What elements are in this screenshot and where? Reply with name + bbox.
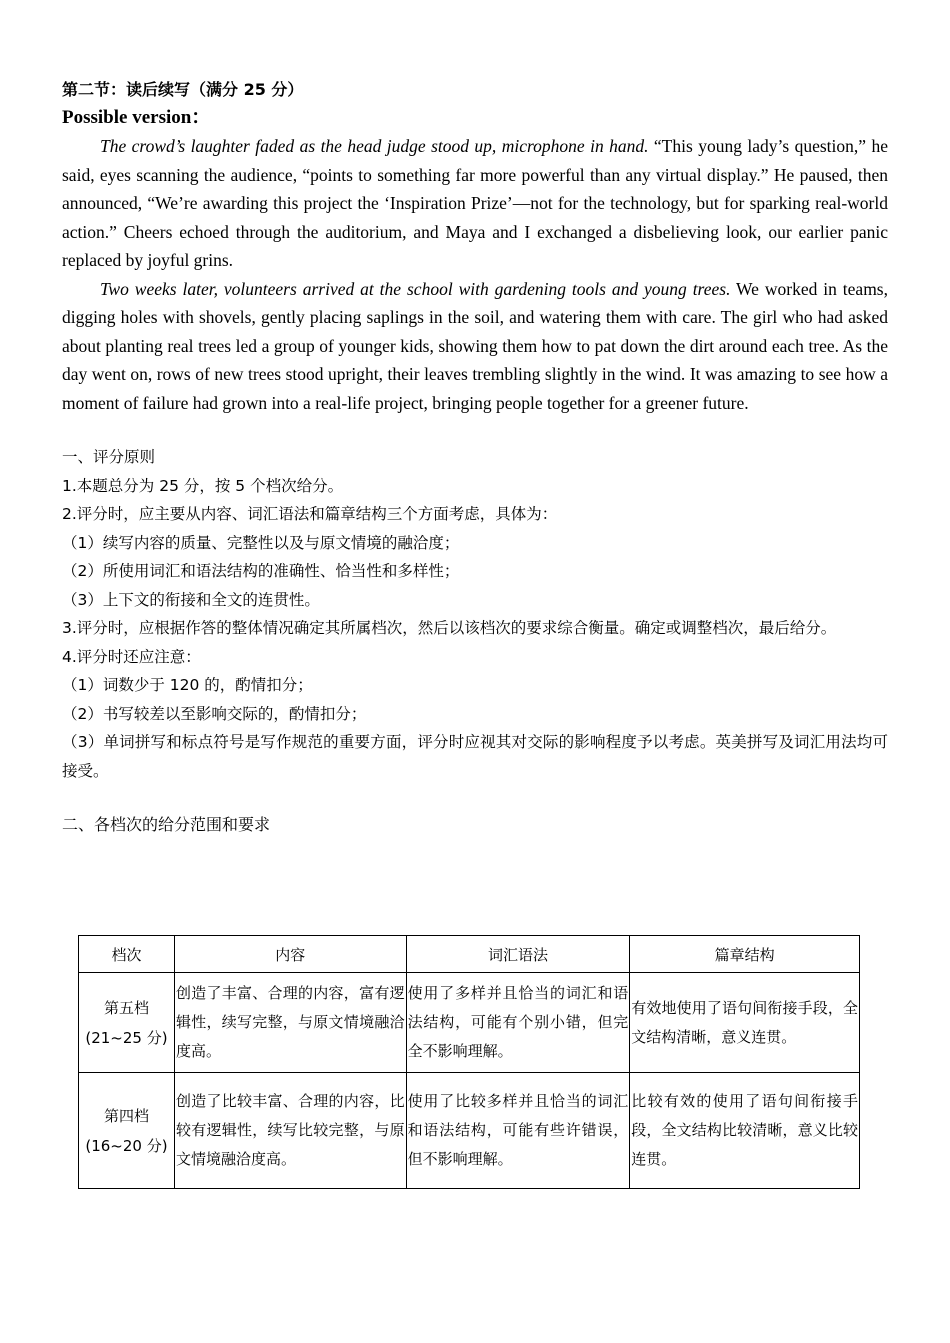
level-name: 第五档 — [103, 998, 149, 1017]
header-content: 内容 — [174, 936, 406, 973]
structure-cell: 有效地使用了语句间衔接手段，全文结构清晰，意义连贯。 — [630, 973, 860, 1073]
essay-paragraph-2 — [62, 275, 888, 418]
section-heading: 第二节：读后续写（满分 25 分） — [62, 80, 304, 99]
scoring-principles — [62, 443, 888, 785]
essay-paragraph-1 — [62, 132, 888, 275]
level-range: (16~20 分) — [85, 1136, 168, 1155]
table-row — [79, 1073, 860, 1189]
principle-line: （3）上下文的衔接和全文的连贯性。 — [62, 590, 320, 609]
principle-line: （2）书写较差以至影响交际的，酌情扣分； — [62, 704, 367, 723]
vocab-cell: 使用了多样并且恰当的词汇和语法结构，可能有个别小错，但完全不影响理解。 — [406, 973, 630, 1073]
essay — [62, 132, 888, 417]
level-name: 第四档 — [103, 1106, 149, 1125]
principle-line: 1.本题总分为 25 分，按 5 个档次给分。 — [62, 476, 344, 495]
table-header-row — [79, 936, 860, 973]
principle-line: （3）单词拼写和标点符号是写作规范的重要方面，评分时应视其对交际的影响程度予以考虑。英美拼写及词汇用法均可接受。 — [62, 733, 888, 780]
structure-cell: 比较有效的使用了语句间衔接手段，全文结构比较清晰，意义比较连贯。 — [630, 1073, 860, 1189]
principle-line: 4.评分时还应注意： — [62, 647, 201, 666]
principle-line: （1）续写内容的质量、完整性以及与原文情境的融洽度； — [62, 533, 460, 552]
level-cell — [79, 1073, 175, 1189]
principle-line: 2.评分时，应主要从内容、词汇语法和篇章结构三个方面考虑，具体为： — [62, 505, 558, 523]
level-cell — [79, 973, 175, 1073]
table-row — [79, 973, 860, 1073]
content-cell: 创造了比较丰富、合理的内容，比较有逻辑性，续写比较完整，与原文情境融洽度高。 — [174, 1073, 406, 1189]
principle-line: 3.评分时，应根据作答的整体情况确定其所属档次，然后以该档次的要求综合衡量。确定或调整档次，最后给分。 — [62, 619, 837, 637]
possible-version-label: Possible version： — [62, 107, 211, 128]
principles-title: 一、评分原则 — [62, 448, 156, 466]
principle-line: （2）所使用词汇和语法结构的准确性、恰当性和多样性； — [62, 562, 460, 580]
vocab-cell: 使用了比较多样并且恰当的词汇和语法结构，可能有些许错误，但不影响理解。 — [406, 1073, 630, 1189]
essay-p2-lead: Two weeks later, volunteers arrived at the school with gardening tools and young trees. — [100, 278, 731, 299]
header-structure: 篇章结构 — [630, 936, 860, 973]
principle-line: （1）词数少于 120 的，酌情扣分； — [62, 676, 313, 694]
essay-p2-body: We worked in teams, digging holes with shovels, gently placing saplings in the soil, and watering them with care. The girl who had asked about planting real trees led a group of younger kids, showing them how to pat down the dirt around each tree. As the day went on, rows of new trees stood upright, their leaves trembling slightly in the wind. It was amazing to see how a moment of failure had grown into a real-life project, bringing people together for a greener future. — [62, 278, 888, 413]
header-vocab: 词汇语法 — [406, 936, 630, 973]
essay-p1-body: “This young lady’s question,” he said, eyes scanning the audience, “points to something far more powerful than any virtual display.” He paused, then announced, “We’re awarding this project the ‘Inspiration Prize’—not for the technology, but for sparking real-world action.” Cheers echoed through the auditorium, and Maya and I exchanged a disbelieving look, our earlier panic replaced by joyful grins. — [62, 136, 888, 270]
content-cell: 创造了丰富、合理的内容，富有逻辑性，续写完整，与原文情境融洽度高。 — [174, 973, 406, 1073]
essay-p1-lead: The crowd’s laughter faded as the head judge stood up, microphone in hand. — [100, 136, 649, 156]
level-range: (21~25 分) — [85, 1028, 168, 1047]
grading-table — [78, 935, 860, 1189]
header-level: 档次 — [79, 936, 175, 973]
document-page — [62, 76, 888, 839]
levels-section-title: 二、各档次的给分范围和要求 — [62, 815, 271, 834]
